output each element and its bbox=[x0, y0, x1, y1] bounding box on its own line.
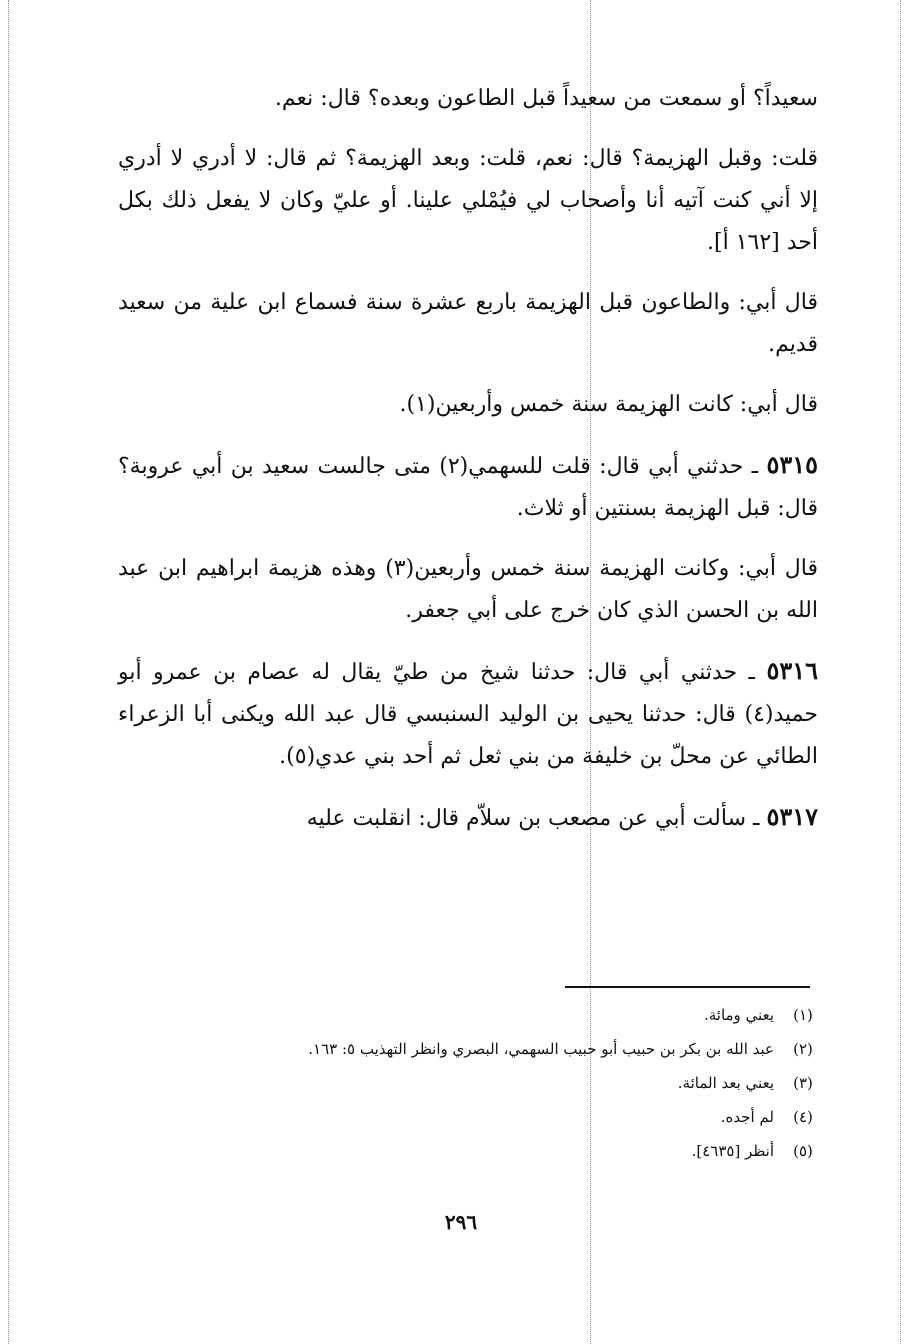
paragraph-2 bbox=[118, 138, 818, 264]
paragraph-text: قال أبي: وكانت الهزيمة سنة خمس وأربعين(٣) وهذه هزيمة ابراهيم ابن عبد الله بن الحسن الذي كان خرج على أبي جعفر. bbox=[118, 556, 818, 623]
footnote-text: عبد الله بن بكر بن حبيب أبو حبيب السهمي، البصري وانظر التهذيب ٥: ١٦٣. bbox=[308, 1040, 774, 1058]
paragraph-4 bbox=[118, 384, 818, 426]
paragraph-6 bbox=[118, 548, 818, 632]
footnote-number: (٤) bbox=[793, 1108, 813, 1126]
paragraph-text: ـ سألت أبي عن مصعب بن سلاّم قال: انقلبت عليه bbox=[306, 806, 767, 831]
paragraph-text: ـ حدثني أبي قال: قلت للسهمي(٢) متى جالست سعيد بن أبي عروبة؟ قال: قبل الهزيمة بسنتين أو ثلاث. bbox=[118, 454, 818, 521]
fold-line-right bbox=[900, 0, 901, 1344]
paragraph-text: قلت: وقبل الهزيمة؟ قال: نعم، قلت: وبعد الهزيمة؟ ثم قال: لا أدري لا أدري إلا أني كنت آتيه أنا وأصحاب لي فيُمْلي علينا. أو عليّ وكان لا يفعل ذلك بكل أحد [١٦٢ أ]. bbox=[118, 146, 818, 255]
paragraph-text: ـ حدثني أبي قال: حدثنا شيخ من طيّ يقال له عصام بن عمرو أبو حميد(٤) قال: حدثنا يحيى بن الوليد السنبسي قال عبد الله ويكنى أبا الزعراء الطائي عن محلّ بن خليفة من بني ثعل ثم أحد بني عدي(٥). bbox=[118, 660, 818, 769]
footnote-number: (٥) bbox=[793, 1142, 813, 1160]
hadith-number: ٥٣١٦ bbox=[766, 656, 818, 685]
footnotes bbox=[170, 998, 820, 1168]
footnote-number: (٣) bbox=[793, 1074, 813, 1092]
hadith-5315 bbox=[118, 444, 818, 530]
hadith-number: ٥٣١٥ bbox=[766, 450, 818, 479]
footnote-text: يعني بعد المائة. bbox=[677, 1074, 774, 1092]
paragraph-text: قال أبي: والطاعون قبل الهزيمة باربع عشرة سنة فسماع ابن علية من سعيد قديم. bbox=[118, 290, 818, 357]
footnote-text: لم أجده. bbox=[720, 1108, 774, 1126]
footnote-number: (٢) bbox=[793, 1040, 813, 1058]
fold-line-left bbox=[8, 0, 9, 1344]
footnote-text: أنظر [٤٦٣٥]. bbox=[691, 1142, 774, 1160]
footnote-number: (١) bbox=[793, 1006, 813, 1024]
footnote-1 bbox=[170, 998, 820, 1032]
footnote-text: يعني ومائة. bbox=[703, 1006, 774, 1024]
paragraph-text: قال أبي: كانت الهزيمة سنة خمس وأربعين(١). bbox=[399, 392, 818, 417]
footnote-separator bbox=[565, 986, 810, 988]
paragraph-text: سعيداً؟ أو سمعت من سعيداً قبل الطاعون وبعده؟ قال: نعم. bbox=[274, 86, 818, 111]
main-text bbox=[118, 78, 818, 840]
paragraph-1 bbox=[118, 78, 818, 120]
footnote-2 bbox=[170, 1032, 820, 1066]
footnote-5 bbox=[170, 1134, 820, 1168]
footnote-3 bbox=[170, 1066, 820, 1100]
hadith-5316 bbox=[118, 650, 818, 778]
paragraph-3 bbox=[118, 282, 818, 366]
footnote-4 bbox=[170, 1100, 820, 1134]
hadith-number: ٥٣١٧ bbox=[766, 802, 818, 831]
page-number: ٢٩٦ bbox=[444, 1210, 478, 1234]
hadith-5317 bbox=[118, 796, 818, 840]
